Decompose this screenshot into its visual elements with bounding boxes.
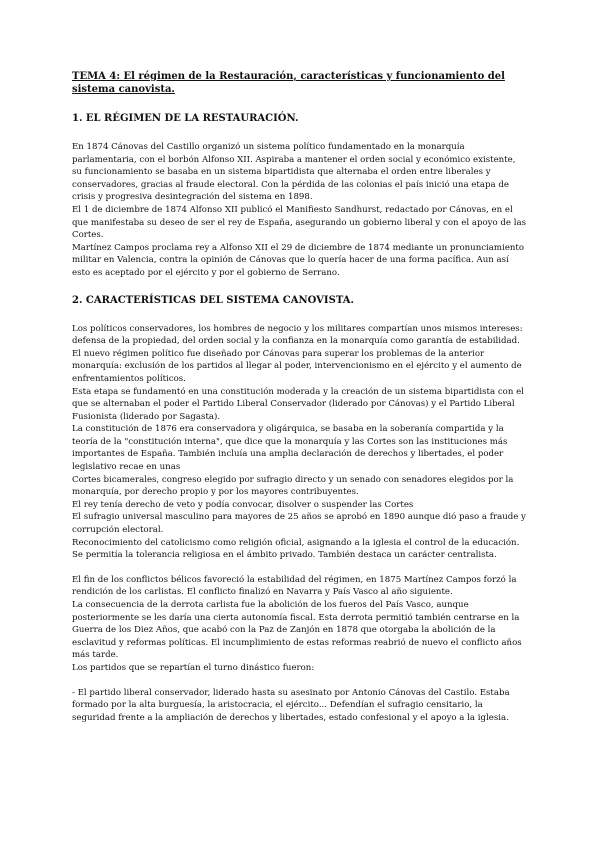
paragraph: El rey tenía derecho de veto y podía convocar, disolver o suspender las Cortes [72, 499, 414, 510]
paragraph: Martínez Campos proclama rey a Alfonso XII el 29 de diciembre de 1874 mediante un pronunciamiento militar en Valencia, contra la opinión de Cánovas que lo quería hacer de una forma pacífica. Aun así esto es aceptado por el ejército y por el gobierno de Serrano. [72, 242, 525, 278]
section-1-heading: 1. EL RÉGIMEN DE LA RESTAURACIÓN. [72, 113, 299, 124]
section-2-heading: 2. CARACTERÍSTICAS DEL SISTEMA CANOVISTA. [72, 294, 354, 306]
paragraph: Esta etapa se fundamentó en una constitución moderada y la creación de un sistema bipartidista con el que se alternaban el poder el Partido Liberal Conservador (liderado por Cánovas) y el Partido Liberal Fusionista (liderado por Sagasta). [72, 386, 524, 422]
paragraph: El nuevo régimen político fue diseñado por Cánovas para superar los problemas de la anterior monarquía: exclusión de los partidos al llegar al poder, intervencionismo en el ejército y el aumento de enfrentamientos políticos. [72, 348, 522, 384]
paragraph: Los partidos que se repartían el turno dinástico fueron: [72, 662, 315, 673]
paragraph: El 1 de diciembre de 1874 Alfonso XII publicó el Manifiesto Sandhurst, redactado por Cánovas, en el que manifestaba su deseo de ser el rey de España, asegurando un gobierno liberal y con el apoyo de las Cortes. [72, 204, 526, 241]
document-title: TEMA 4: El régimen de la Restauración, características y funcionamiento del sistema canovista. [72, 71, 505, 95]
paragraph: Reconocimiento del catolicismo como religión oficial, asignando a la iglesia el control de la educación. Se permitía la tolerancia religiosa en el ámbito privado. También destaca un carácter centralista. [72, 537, 520, 561]
paragraph: Los políticos conservadores, los hombres de negocio y los militares compartían unos mismos intereses: defensa de la propiedad, del orden social y la confianza en la monarquía como garantía de estabilidad. [72, 323, 523, 347]
paragraph: Cortes bicamerales, congreso elegido por sufragio directo y un senado con senadores elegidos por la monarquía, por derecho propio y por los mayores contribuyentes. [72, 474, 514, 498]
paragraph: La consecuencia de la derrota carlista fue la abolición de los fueros del País Vasco, aunque posteriormente se les daría una cierta autonomía fiscal. Esta derrota permitió también centrarse en la Guerra de los Diez Años, que acabó con la Paz de Zanjón en 1878 que otorgaba la abolición de la esclavitud y reformas políticas. El incumplimiento de estas reformas reabrió de nuevo el conflicto años más tarde. [72, 600, 522, 661]
paragraph: En 1874 Cánovas del Castillo organizó un sistema político fundamentado en la monarquía parlamentaria, con el borbón Alfonso XII. Aspiraba a mantener el orden social y económico existente, su funcionamiento se basaba en un sistema bipartidista que alternaba el orden entre liberales y conservadores, gracias al fraude electoral. Con la pérdida de las colonias el país inició una etapa de crisis y progresiva desintegración del sistema en 1898. [72, 142, 516, 203]
paragraph: La constitución de 1876 era conservadora y oligárquica, se basaba en la soberanía compartida y la teoría de la "constitución interna", que dice que la monarquía y las Cortes son las instituciones más importantes de España. También incluía una amplia declaración de derechos y libertades, el poder legislativo recae en unas [72, 424, 508, 473]
document-body [72, 70, 528, 724]
list-item: - El partido liberal conservador, liderado hasta su asesinato por Antonio Cánovas del Castilo. Estaba formado por la alta burguesía, la aristocracia, el ejército... Defendían el sufragio censitario, la seguridad frente a la ampliación de derechos y libertades, estado confesional y el apoyo a la iglesia. [72, 687, 510, 723]
paragraph: El sufragio universal masculino para mayores de 25 años se aprobó en 1890 aunque dió paso a fraude y corrupción electoral. [72, 512, 526, 536]
paragraph: El fin de los conflictos bélicos favoreció la estabilidad del régimen, en 1875 Martínez Campos forzó la rendición de los carlistas. El conflicto finalizó en Navarra y País Vasco al año siguiente. [72, 574, 517, 598]
